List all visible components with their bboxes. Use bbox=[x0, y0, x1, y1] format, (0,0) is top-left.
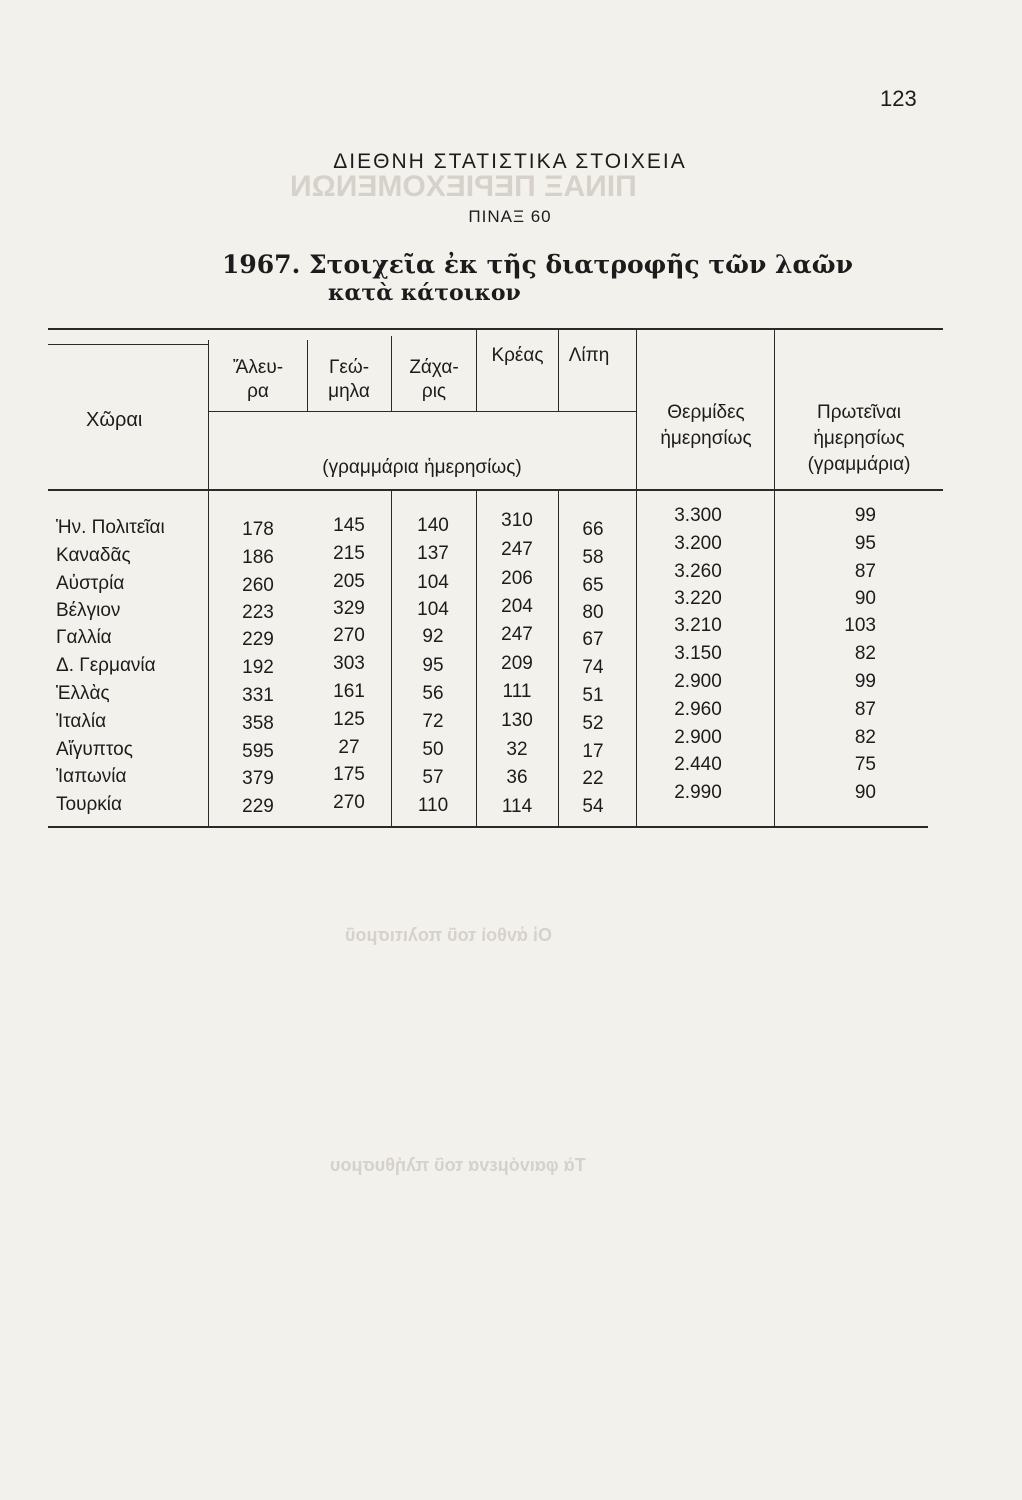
cell-meat: 310 bbox=[501, 510, 533, 531]
cell-calories: 3.210 bbox=[674, 615, 722, 636]
cell-potatoes: 215 bbox=[333, 543, 365, 564]
cell-proteins: 75 bbox=[854, 754, 876, 775]
cell-flour: 379 bbox=[242, 768, 274, 789]
cell-potatoes: 27 bbox=[338, 737, 360, 758]
header-meat: Κρέας bbox=[491, 345, 544, 366]
cell-calories: 3.150 bbox=[674, 643, 722, 664]
cell-country: Γαλλία bbox=[56, 627, 112, 648]
column-divider bbox=[476, 490, 477, 826]
cell-calories: 2.900 bbox=[674, 671, 722, 692]
cell-sugar: 50 bbox=[422, 739, 444, 761]
cell-fat: 74 bbox=[582, 657, 604, 678]
cell-calories: 2.900 bbox=[674, 727, 722, 748]
cell-fat: 65 bbox=[582, 575, 604, 596]
column-divider bbox=[476, 330, 477, 412]
cell-sugar: 92 bbox=[422, 626, 444, 648]
cell-flour: 186 bbox=[242, 547, 274, 568]
cell-country: Ἑλλὰς bbox=[56, 683, 110, 704]
cell-proteins: 103 bbox=[844, 615, 876, 636]
cell-sugar: 56 bbox=[422, 682, 444, 704]
cell-flour: 192 bbox=[242, 657, 274, 678]
cell-country: Αὐστρία bbox=[56, 573, 125, 594]
cell-country: Βέλγιον bbox=[56, 600, 121, 621]
cell-proteins: 87 bbox=[854, 699, 876, 720]
cell-fat: 22 bbox=[582, 768, 604, 789]
cell-proteins: 90 bbox=[854, 588, 876, 609]
cell-proteins: 90 bbox=[854, 782, 876, 803]
header-sugar: Ζάχα- ρις bbox=[409, 357, 459, 402]
cell-meat: 204 bbox=[501, 595, 533, 617]
table-top-rule bbox=[48, 328, 943, 330]
cell-fat: 66 bbox=[582, 519, 604, 540]
cell-meat: 206 bbox=[501, 567, 533, 589]
bleed-through-heading: Τὰ φαινόμενα τοῦ πλήθυσμου bbox=[330, 1155, 586, 1175]
cell-proteins: 87 bbox=[854, 561, 876, 582]
cell-proteins: 82 bbox=[854, 643, 876, 664]
cell-country: Αἴγυπτος bbox=[56, 739, 133, 760]
cell-meat: 247 bbox=[501, 538, 533, 560]
cell-country: Δ. Γερμανία bbox=[56, 655, 156, 676]
cell-fat: 51 bbox=[582, 685, 604, 706]
cell-potatoes: 145 bbox=[333, 515, 365, 536]
cell-country: Τουρκία bbox=[56, 794, 122, 815]
cell-meat: 36 bbox=[506, 767, 528, 789]
column-divider bbox=[636, 330, 637, 828]
table-title: 1967. Στοιχεῖα ἐκ τῆς διατροφῆς τῶν λαῶν bbox=[222, 250, 853, 279]
cell-calories: 3.200 bbox=[674, 533, 722, 554]
cell-meat: 32 bbox=[506, 739, 528, 761]
header-bottom-rule bbox=[48, 489, 943, 491]
cell-sugar: 72 bbox=[422, 711, 444, 733]
header-countries: Χῶραι bbox=[86, 409, 143, 431]
cell-potatoes: 125 bbox=[333, 709, 365, 730]
country-header-rule bbox=[48, 344, 208, 345]
cell-meat: 209 bbox=[501, 652, 533, 674]
cell-proteins: 95 bbox=[854, 533, 876, 554]
cell-fat: 80 bbox=[582, 602, 604, 623]
header-fat: Λίπη bbox=[568, 345, 610, 366]
cell-proteins: 99 bbox=[854, 505, 876, 526]
cell-flour: 595 bbox=[242, 741, 274, 762]
cell-potatoes: 161 bbox=[333, 681, 365, 702]
cell-meat: 111 bbox=[502, 681, 532, 703]
cell-sugar: 137 bbox=[417, 543, 449, 565]
cell-sugar: 57 bbox=[422, 766, 444, 788]
cell-calories: 3.300 bbox=[674, 505, 722, 526]
bleed-through-heading: Οἱ ἀνθοὶ τοῦ πολιτισμοῦ bbox=[345, 925, 552, 945]
cell-sugar: 95 bbox=[422, 654, 444, 676]
column-divider bbox=[558, 330, 559, 412]
cell-flour: 358 bbox=[242, 713, 274, 734]
cell-proteins: 82 bbox=[854, 727, 876, 748]
cell-sugar: 110 bbox=[417, 795, 449, 816]
cell-country: Ἰταλία bbox=[56, 711, 107, 732]
header-grams-daily: (γραμμάρια ἡμερησίως) bbox=[322, 457, 522, 478]
cell-fat: 54 bbox=[582, 796, 604, 817]
cell-country: Ἰαπωνία bbox=[56, 766, 127, 787]
cell-proteins: 99 bbox=[854, 671, 876, 692]
cell-flour: 223 bbox=[242, 602, 274, 623]
header-calories: Θερμίδες ἡμερησίως bbox=[660, 402, 752, 449]
cell-country: Καναδᾶς bbox=[56, 545, 131, 566]
cell-sugar: 104 bbox=[417, 598, 449, 620]
cell-fat: 52 bbox=[582, 713, 604, 734]
cell-calories: 2.960 bbox=[674, 699, 722, 720]
cell-fat: 67 bbox=[582, 629, 604, 650]
bleed-through-title: ΠΙΝΑΞ ΠΕΡΙΕΧΟΜΕΝΩΝ bbox=[290, 170, 637, 203]
cell-flour: 260 bbox=[242, 575, 274, 596]
cell-flour: 229 bbox=[242, 629, 274, 650]
cell-calories: 2.440 bbox=[674, 754, 722, 775]
header-proteins: Πρωτεῖναι ἡμερησίως (γραμμάρια) bbox=[807, 402, 911, 475]
cell-sugar: 140 bbox=[417, 515, 449, 536]
cell-fat: 58 bbox=[582, 547, 604, 568]
column-divider bbox=[391, 336, 392, 412]
header-flour: Ἄλευ- ρα bbox=[232, 357, 284, 402]
cell-sugar: 104 bbox=[417, 571, 449, 593]
cell-flour: 229 bbox=[242, 796, 274, 817]
header-potatoes: Γεώ- μηλα bbox=[328, 357, 370, 402]
cell-country: Ἡν. Πολιτεῖαι bbox=[56, 517, 165, 538]
units-divider-rule bbox=[208, 411, 636, 412]
cell-flour: 331 bbox=[242, 685, 274, 706]
table-subtitle: κατὰ κάτοικον bbox=[328, 280, 521, 306]
table-label: ΠΙΝΑΞ 60 bbox=[468, 207, 552, 226]
cell-fat: 17 bbox=[582, 741, 604, 762]
section-title: ΔΙΕΘΝΗ ΣΤΑΤΙΣΤΙΚΑ ΣΤΟΙΧΕΙΑ bbox=[333, 150, 687, 173]
cell-calories: 2.990 bbox=[674, 782, 722, 803]
cell-meat: 114 bbox=[501, 796, 533, 817]
column-divider bbox=[208, 340, 209, 828]
cell-meat: 130 bbox=[501, 710, 533, 732]
cell-flour: 178 bbox=[242, 519, 274, 540]
cell-calories: 3.220 bbox=[674, 588, 722, 609]
cell-potatoes: 303 bbox=[333, 653, 365, 674]
cell-potatoes: 270 bbox=[333, 625, 365, 646]
column-divider bbox=[307, 340, 308, 412]
table-bottom-rule bbox=[48, 826, 928, 828]
cell-potatoes: 329 bbox=[333, 598, 365, 619]
cell-meat: 247 bbox=[501, 623, 533, 645]
page-number: 123 bbox=[880, 86, 917, 111]
column-divider bbox=[774, 330, 775, 828]
cell-calories: 3.260 bbox=[674, 561, 722, 582]
cell-potatoes: 205 bbox=[333, 571, 365, 592]
cell-potatoes: 175 bbox=[333, 764, 365, 785]
cell-potatoes: 270 bbox=[333, 792, 365, 813]
